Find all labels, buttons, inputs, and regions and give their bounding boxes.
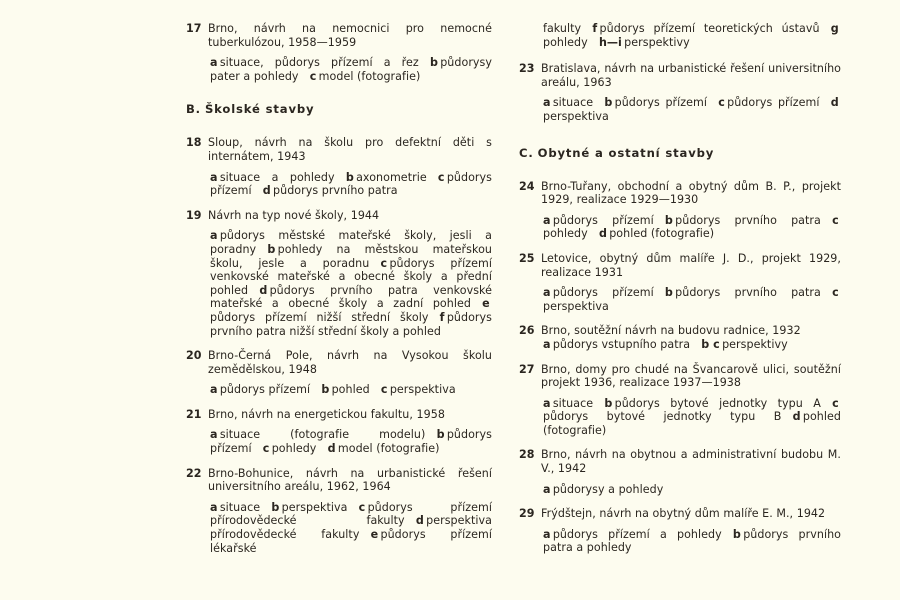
subitem-label: d — [415, 514, 424, 528]
catalog-entry — [519, 252, 841, 313]
entry-subitems — [186, 171, 492, 198]
subitem-label: b — [429, 56, 438, 70]
entry-number: 17 — [186, 22, 202, 35]
entry-number: 26 — [519, 324, 535, 338]
subitem-text: perspektivy — [722, 337, 788, 351]
subitem-label: d — [259, 283, 268, 297]
catalog-entry — [186, 408, 492, 456]
subitem-text: půdorys bytové jednotky typu B — [543, 410, 782, 424]
entry-title-line — [186, 408, 492, 422]
subitem-label: a — [210, 500, 218, 514]
catalog-entry — [519, 363, 841, 438]
entry-number: 25 — [519, 251, 535, 265]
entry-subitems — [519, 286, 841, 313]
subitem-label: c — [380, 256, 388, 270]
entry-subitems — [519, 96, 841, 123]
entry-title-text: Brno, návrh na energetickou fakultu, 1958 — [208, 407, 445, 421]
subitem-label: a — [543, 396, 551, 410]
subitem-text: perspektiva — [543, 299, 609, 313]
subitem-label: a — [210, 383, 218, 397]
entry-number: 28 — [519, 448, 535, 462]
catalog-entry — [519, 507, 841, 555]
subitem-text: půdorys přízemí — [219, 383, 311, 397]
subitem-label: a — [543, 286, 551, 300]
subitem-text: půdorys přízemí — [210, 428, 492, 456]
catalog-entry — [519, 324, 841, 351]
subitem-text: půdorysy a pohledy — [552, 482, 664, 496]
subitem-text: půdorys bytové jednotky typu A — [614, 396, 821, 410]
entry-subitems — [186, 56, 492, 83]
catalog-entry — [186, 209, 492, 338]
subitem-text: půdorys přízemí — [614, 96, 708, 110]
subitem-text: půdorys přízemí teoretických ústavů — [599, 22, 820, 35]
entry-number: 18 — [186, 136, 202, 150]
subitem-label: e — [482, 297, 490, 311]
subitem-text: půdorys přízemí — [727, 96, 820, 110]
entry-number: 27 — [519, 362, 535, 376]
entry-subitems — [186, 383, 492, 397]
subitem-text: situace (fotografie modelu) — [219, 428, 426, 442]
subitem-text: půdorys vstupního patra — [552, 337, 691, 351]
subitem-label: c — [832, 396, 839, 410]
subitem-label: c — [380, 383, 388, 397]
entry-subitems — [519, 214, 841, 241]
catalog-entry — [186, 22, 492, 83]
subitem-label: d — [792, 410, 801, 424]
subitem-label: g — [830, 22, 839, 35]
entry-number: 21 — [186, 407, 202, 421]
subitem-label: c — [358, 500, 366, 514]
subitem-text: pohled (fotografie) — [543, 410, 841, 437]
subitem-text: pohled (fotografie) — [609, 227, 715, 241]
subitem-label: b — [345, 170, 354, 184]
subitem-label: b — [271, 500, 280, 514]
entry-title-text: Brno-Černá Pole, návrh na Vysokou školu zemědělskou, 1948 — [208, 349, 492, 376]
subitem-text: půdorys městské mateřské školy, jesli a poradny — [210, 229, 492, 256]
entry-title-text: Frýdštejn, návrh na obytný dům malíře E. M., 1942 — [541, 507, 826, 521]
subitem-label: a — [543, 96, 551, 110]
subitem-text: model (fotografie) — [318, 69, 421, 83]
entry-title-line — [519, 448, 841, 475]
subitem-label: b — [604, 396, 613, 410]
subitem-label: b — [604, 96, 613, 110]
catalog-entry — [186, 349, 492, 397]
entry-number: 23 — [519, 62, 535, 76]
subitem-label: d — [327, 442, 336, 456]
section-heading-b — [186, 102, 492, 116]
entry-title-text: Bratislava, návrh na urbanistické řešení universitního areálu, 1963 — [541, 62, 841, 89]
subitem-label: c — [262, 442, 270, 456]
subitem-label: f — [592, 22, 598, 35]
subitem-label: c — [309, 69, 317, 83]
subitem-text: pohledy na městskou mateřskou školu, jesle a poradnu — [210, 242, 492, 270]
subitem-label: b — [664, 286, 673, 300]
subitem-text: perspektiva — [389, 383, 456, 397]
subitem-text: půdorys prvního patra nižší střední školy a pohled — [210, 310, 492, 338]
catalog-entry — [186, 467, 492, 556]
subitem-label: d — [830, 96, 839, 110]
left-column — [186, 22, 492, 566]
subitem-text: perspektivy — [624, 35, 690, 49]
subitem-text: perspektiva — [543, 109, 609, 123]
subitem-text: půdorys přízemí nižší střední školy — [210, 310, 429, 324]
subitem-label: h—i — [598, 35, 622, 49]
subitem-text: pohledy — [271, 442, 317, 456]
entry-title-line — [519, 180, 841, 207]
subitem-label: b — [664, 213, 673, 227]
subitem-text: půdorysy pater a pohledy — [210, 56, 492, 83]
entry-subitems — [186, 501, 492, 555]
entry-title-text: Brno, soutěžní návrh na budovu radnice, 1932 — [541, 324, 801, 338]
catalog-entry — [519, 448, 841, 496]
subitem-text: situace — [219, 500, 261, 514]
subitem-label: b — [267, 242, 276, 256]
entry-subitems-continuation — [519, 22, 841, 49]
right-column — [519, 22, 841, 566]
entry-title-line — [519, 507, 841, 521]
subitem-text: půdorys přízemí a pohledy — [552, 527, 722, 541]
entry-title-line — [186, 467, 492, 494]
subitem-text: půdorys přízemí — [552, 213, 654, 227]
subitem-label: a — [543, 527, 551, 541]
entry-title-text: Návrh na typ nové školy, 1944 — [208, 208, 380, 222]
entry-number: 22 — [186, 466, 202, 480]
entry-title-text: Brno, návrh na nemocnici pro nemocné tuberkulózou, 1958—1959 — [208, 22, 492, 49]
entry-number: 24 — [519, 179, 535, 193]
subitem-text: perspektiva přírodovědecké fakulty — [210, 514, 492, 542]
entry-subitems — [186, 428, 492, 455]
subitem-text: model (fotografie) — [337, 442, 440, 456]
section-heading-c — [519, 146, 841, 160]
entry-number: 29 — [519, 507, 535, 521]
subitem-text: půdorys prvního patra — [273, 184, 398, 198]
entry-title-line — [519, 363, 841, 390]
catalog-entry — [519, 180, 841, 241]
subitem-text: perspektiva — [281, 500, 348, 514]
subitem-text: pohledy — [543, 227, 588, 241]
subitem-text: situace a pohledy — [219, 170, 335, 184]
entry-title-text: Brno-Bohunice, návrh na urbanistické řešení universitního areálu, 1962, 1964 — [208, 466, 492, 494]
section-letter: C. — [519, 145, 534, 160]
subitem-label: a — [210, 229, 218, 243]
entry-subitems — [519, 528, 841, 555]
entry-subitems — [186, 229, 492, 338]
entry-number: 19 — [186, 208, 202, 222]
subitem-label: a — [543, 482, 551, 496]
subitem-text: půdorys prvního patra — [675, 213, 821, 227]
entry-title-text: Sloup, návrh na školu pro defektní děti s internátem, 1943 — [208, 136, 492, 163]
subitem-text: situace — [552, 96, 594, 110]
section-title: Školské stavby — [204, 102, 315, 117]
entry-title-line — [519, 324, 841, 338]
entry-title-line — [186, 209, 492, 223]
subitem-lead-text: fakulty — [543, 22, 582, 35]
subitem-label: f — [439, 310, 445, 324]
entry-subitems — [519, 483, 841, 497]
entry-title-text: Brno, návrh na obytnou a administrativní budobu M. V., 1942 — [541, 448, 841, 476]
entry-title-text: Letovice, obytný dům malíře J. D., projekt 1929, realizace 1931 — [541, 251, 841, 279]
catalog-entry — [519, 62, 841, 123]
entry-title-text: Brno, domy pro chudé na Švancarově ulici, soutěžní projekt 1936, realizace 1937—1938 — [541, 362, 841, 390]
subitem-label: a — [543, 213, 551, 227]
subitem-text: půdorys přízemí venkovské mateřské a obecné školy a přední pohled — [210, 256, 492, 297]
subitem-label: b — [436, 428, 445, 442]
subitem-label: c — [718, 96, 725, 110]
entry-subitems — [519, 397, 841, 438]
catalog-entry — [186, 136, 492, 197]
subitem-label: a — [210, 56, 218, 70]
entry-number: 20 — [186, 349, 202, 363]
subitem-text: situace, půdorys přízemí a řez — [219, 56, 419, 70]
subitem-text: půdorys přízemí lékařské — [210, 528, 492, 555]
subitem-text: pohledy — [543, 35, 588, 49]
subitem-label: a — [543, 337, 551, 351]
subitem-label: c — [832, 213, 839, 227]
subitem-label: c — [832, 286, 839, 300]
subitem-label: d — [262, 184, 271, 198]
subitem-text: půdorys přízemí — [552, 286, 654, 300]
subitem-text: půdorys přízemí — [210, 170, 492, 198]
subitem-label: e — [370, 528, 379, 542]
subitem-text: půdorys prvního patra — [675, 286, 821, 300]
subitem-text: půdorys prvního patra a pohledy — [543, 527, 841, 555]
subitem-label: a — [210, 170, 218, 184]
entry-title-line — [519, 62, 841, 89]
subitem-label: b — [321, 383, 330, 397]
subitem-label: c — [437, 170, 445, 184]
entry-title-line — [186, 349, 492, 376]
section-title: Obytné a ostatní stavby — [537, 145, 715, 160]
entry-title-line — [519, 252, 841, 279]
subitem-text: půdorys přízemí přírodovědecké fakulty — [210, 500, 492, 528]
subitem-label: b — [732, 527, 741, 541]
subitem-text: situace — [552, 396, 594, 410]
entry-title-line — [186, 22, 492, 49]
subitem-text: půdorys prvního patra venkovské mateřské a obecné školy a zadní pohled — [210, 283, 492, 311]
subitem-label: b c — [701, 337, 720, 351]
subitem-label: a — [210, 428, 218, 442]
subitem-label: d — [598, 227, 607, 241]
entry-title-line — [186, 136, 492, 163]
entry-title-text: Brno-Tuřany, obchodní a obytný dům B. P., projekt 1929, realizace 1929—1930 — [541, 179, 841, 207]
subitem-text: axonometrie — [356, 170, 427, 184]
entry-subitems — [519, 338, 841, 352]
subitem-text: pohled — [331, 383, 370, 397]
section-letter: B. — [186, 102, 201, 117]
